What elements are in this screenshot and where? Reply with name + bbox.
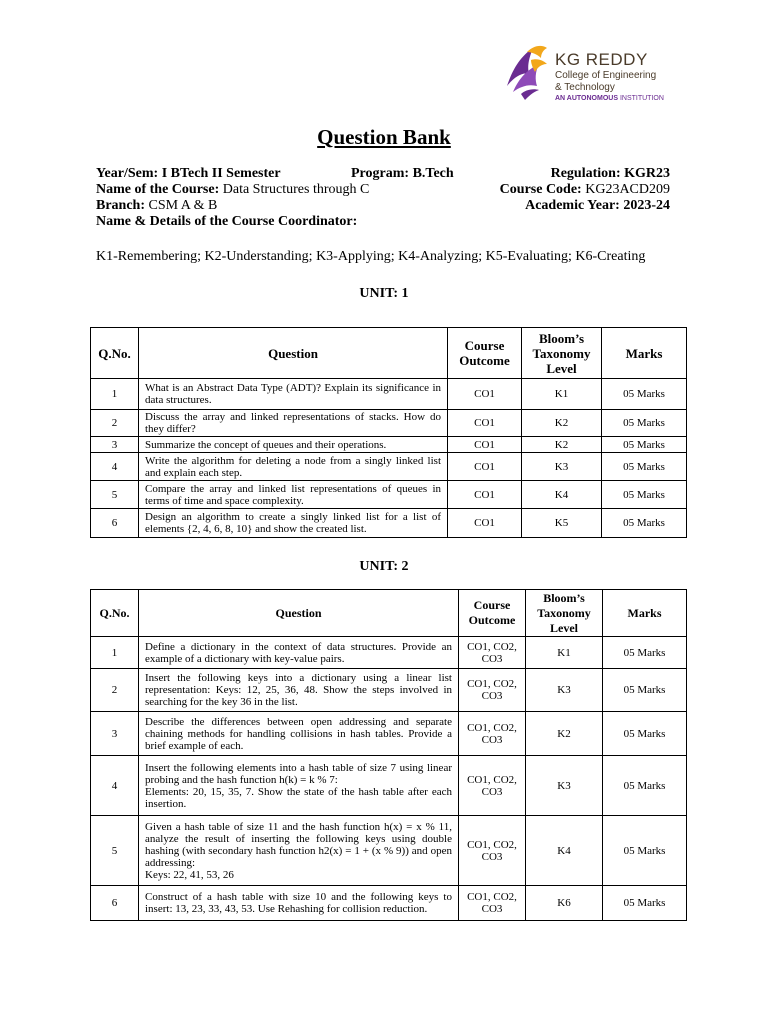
marks-cell: 05 Marks <box>602 481 687 509</box>
table-row <box>91 453 687 481</box>
outcome-cell: CO1, CO2, CO3 <box>459 669 526 712</box>
marks-cell: 05 Marks <box>603 816 687 886</box>
unit-1-table <box>90 327 687 538</box>
qno-cell: 4 <box>91 453 139 481</box>
branch-label: Branch: <box>96 198 145 213</box>
table-row <box>91 886 687 921</box>
unit-1-heading: UNIT: 1 <box>359 286 409 301</box>
course-code-label: Course Code: <box>499 182 582 197</box>
question-cell: Describe the differences between open addressing and separate chaining methods for handling collisions in hash tables. Provide a brief example of each. <box>139 712 459 756</box>
marks-cell: 05 Marks <box>602 509 687 538</box>
course-name <box>96 182 369 198</box>
blooms-level-cell: K2 <box>522 410 602 437</box>
blooms-level-cell: K2 <box>522 437 602 453</box>
question-cell: Given a hash table of size 11 and the hash function h(x) = x % 11, analyze the result of inserting the following keys using double hashing (with secondary hash function h2(x) = 1 + (x % 9)) and open addressing: Keys: 22, 41, 53, 26 <box>139 816 459 886</box>
table-row <box>91 509 687 538</box>
qno-cell: 3 <box>91 712 139 756</box>
college-logo <box>503 40 683 106</box>
col-question: Question <box>139 590 459 637</box>
table-header-row <box>91 590 687 637</box>
outcome-cell: CO1, CO2, CO3 <box>459 756 526 816</box>
outcome-cell: CO1, CO2, CO3 <box>459 637 526 669</box>
question-cell: What is an Abstract Data Type (ADT)? Explain its significance in data structures. <box>139 379 448 410</box>
qno-cell: 6 <box>91 886 139 921</box>
table-row <box>91 481 687 509</box>
marks-cell: 05 Marks <box>602 379 687 410</box>
table-row <box>91 669 687 712</box>
table-row <box>91 816 687 886</box>
table-header-row <box>91 328 687 379</box>
col-outcome: Course Outcome <box>459 590 526 637</box>
col-marks: Marks <box>602 328 687 379</box>
outcome-cell: CO1, CO2, CO3 <box>459 886 526 921</box>
course-name-value: Data Structures through C <box>219 182 370 197</box>
qno-cell: 5 <box>91 481 139 509</box>
blooms-level-cell: K1 <box>522 379 602 410</box>
regulation <box>551 166 670 182</box>
logo-tagline-rest: INSTITUTION <box>618 95 664 102</box>
logo-subtitle-2: & Technology <box>555 82 615 93</box>
question-cell: Insert the following elements into a hash table of size 7 using linear probing and the hash function h(k) = k % 7: Elements: 20, 15, 35, 7. Show the state of the hash table after each insertion. <box>139 756 459 816</box>
regulation-value: KGR23 <box>620 166 670 181</box>
qno-cell: 3 <box>91 437 139 453</box>
marks-cell: 05 Marks <box>603 669 687 712</box>
outcome-cell: CO1 <box>448 453 522 481</box>
blooms-level-cell: K4 <box>522 481 602 509</box>
question-cell: Define a dictionary in the context of data structures. Provide an example of a dictionary with key-value pairs. <box>139 637 459 669</box>
blooms-level-cell: K3 <box>526 756 603 816</box>
academic-year <box>525 198 670 214</box>
outcome-cell: CO1 <box>448 509 522 538</box>
col-marks: Marks <box>603 590 687 637</box>
table-row <box>91 410 687 437</box>
blooms-level-cell: K2 <box>526 712 603 756</box>
course-code-value: KG23ACD209 <box>581 182 670 197</box>
outcome-cell: CO1 <box>448 481 522 509</box>
course-name-label: Name of the Course: <box>96 182 220 197</box>
table-row <box>91 379 687 410</box>
outcome-cell: CO1 <box>448 437 522 453</box>
table-row <box>91 712 687 756</box>
blooms-level-cell: K1 <box>526 637 603 669</box>
unit-2-rows <box>91 637 687 921</box>
logo-name: KG REDDY <box>555 50 648 69</box>
logo-tagline <box>555 95 664 102</box>
unit-2-heading: UNIT: 2 <box>359 559 409 574</box>
marks-cell: 05 Marks <box>602 410 687 437</box>
blooms-level-cell: K6 <box>526 886 603 921</box>
outcome-cell: CO1, CO2, CO3 <box>459 712 526 756</box>
qno-cell: 4 <box>91 756 139 816</box>
qno-cell: 5 <box>91 816 139 886</box>
marks-cell: 05 Marks <box>602 453 687 481</box>
marks-cell: 05 Marks <box>603 637 687 669</box>
marks-cell: 05 Marks <box>603 886 687 921</box>
branch-value: CSM A & B <box>145 198 218 213</box>
coordinator-label <box>96 214 357 230</box>
year-sem <box>96 166 281 182</box>
unit-2-table <box>90 589 687 921</box>
blooms-level-cell: K4 <box>526 816 603 886</box>
blooms-level-cell: K3 <box>526 669 603 712</box>
col-blooms: Bloom’s Taxonomy Level <box>522 328 602 379</box>
logo-subtitle-1: College of Engineering <box>555 70 657 81</box>
question-cell: Compare the array and linked list representations of queues in terms of time and space complexity. <box>139 481 448 509</box>
outcome-cell: CO1, CO2, CO3 <box>459 816 526 886</box>
question-cell: Construct of a hash table with size 10 and the following keys to insert: 13, 23, 33, 43, 53. Use Rehashing for collision reduction. <box>139 886 459 921</box>
question-cell: Discuss the array and linked representations of stacks. How do they differ? <box>139 410 448 437</box>
branch <box>96 198 217 214</box>
logo-tagline-bold: AN AUTONOMOUS <box>555 95 618 102</box>
table-row <box>91 756 687 816</box>
course-code <box>500 182 670 198</box>
qno-cell: 2 <box>91 410 139 437</box>
coordinator-label-text: Name & Details of the Course Coordinator: <box>96 214 358 229</box>
question-cell: Summarize the concept of queues and their operations. <box>139 437 448 453</box>
question-cell: Write the algorithm for deleting a node from a singly linked list and explain each step. <box>139 453 448 481</box>
marks-cell: 05 Marks <box>602 437 687 453</box>
academic-year-value: 2023-24 <box>619 198 670 213</box>
marks-cell: 05 Marks <box>603 756 687 816</box>
year-sem-label: Year/Sem: <box>96 166 159 181</box>
col-question: Question <box>139 328 448 379</box>
taxonomy-levels: K1-Remembering; K2-Understanding; K3-Applying; K4-Analyzing; K5-Evaluating; K6-Creating <box>96 249 646 264</box>
qno-cell: 1 <box>91 379 139 410</box>
col-blooms: Bloom’s Taxonomy Level <box>526 590 603 637</box>
regulation-label: Regulation: <box>550 166 621 181</box>
table-row <box>91 437 687 453</box>
question-cell: Design an algorithm to create a singly linked list for a list of elements {2, 4, 6, 8, 10} and show the created list. <box>139 509 448 538</box>
blooms-level-cell: K5 <box>522 509 602 538</box>
question-cell: Insert the following keys into a dictionary using a linear list representation: Keys: 12, 25, 36, 48. Show the steps involved in searching for the key 36 in the list. <box>139 669 459 712</box>
page-title: Question Bank <box>317 125 451 149</box>
table-row <box>91 637 687 669</box>
academic-year-label: Academic Year: <box>525 198 620 213</box>
qno-cell: 6 <box>91 509 139 538</box>
col-qno: Q.No. <box>91 328 139 379</box>
col-outcome: Course Outcome <box>448 328 522 379</box>
program-value: B.Tech <box>409 166 454 181</box>
col-qno: Q.No. <box>91 590 139 637</box>
outcome-cell: CO1 <box>448 379 522 410</box>
year-sem-value: I BTech II Semester <box>158 166 281 181</box>
outcome-cell: CO1 <box>448 410 522 437</box>
program <box>351 166 454 182</box>
blooms-level-cell: K3 <box>522 453 602 481</box>
qno-cell: 1 <box>91 637 139 669</box>
qno-cell: 2 <box>91 669 139 712</box>
eagle-logo-icon <box>503 42 551 102</box>
unit-1-rows <box>91 379 687 538</box>
program-label: Program: <box>351 166 410 181</box>
marks-cell: 05 Marks <box>603 712 687 756</box>
